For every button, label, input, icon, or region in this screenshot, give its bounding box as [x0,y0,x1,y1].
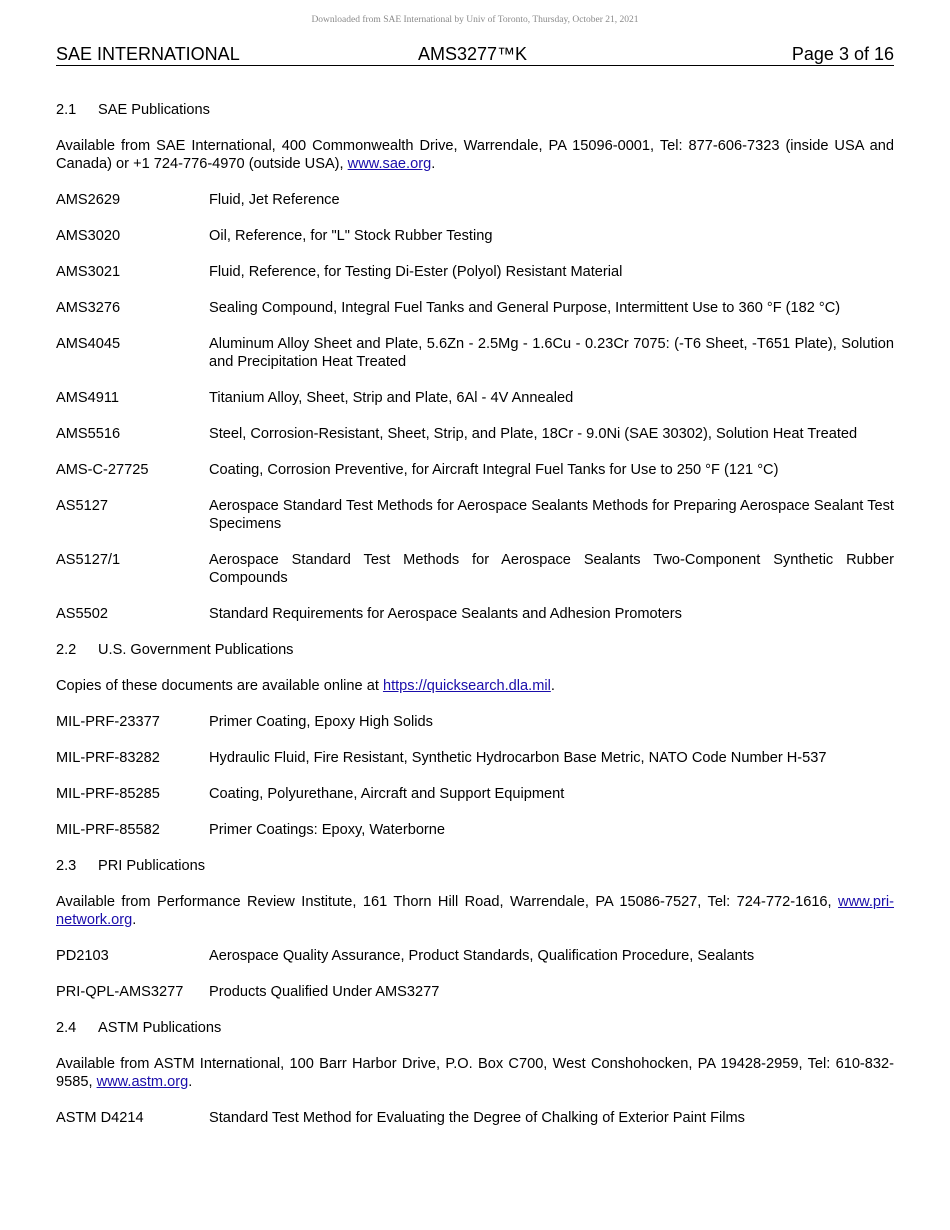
reference-row [56,389,894,407]
section-number: 2.1 [56,102,77,118]
reference-row [56,821,894,839]
reference-code: AMS-C-27725 [56,462,149,478]
reference-row [56,605,894,623]
pri-website-link[interactable]: www.pri-network.org [56,894,894,928]
reference-title: Fluid, Reference, for Testing Di-Ester (Polyol) Resistant Material [209,264,623,280]
reference-code: AS5502 [56,606,108,622]
section-heading-government [56,641,894,659]
reference-code: PRI-QPL-AMS3277 [56,984,184,1000]
header-document-number: AMS3277™K [418,44,528,64]
reference-row [56,551,894,587]
section-number: 2.4 [56,1020,77,1036]
reference-title: Hydraulic Fluid, Fire Resistant, Synthetic Hydrocarbon Base Metric, NATO Code Number H-537 [209,750,827,766]
reference-title: Primer Coatings: Epoxy, Waterborne [209,822,446,838]
reference-code: MIL-PRF-23377 [56,714,160,730]
astm-availability-paragraph [56,1055,894,1091]
reference-code: PD2103 [56,948,109,964]
reference-row [56,785,894,803]
reference-code: AMS3276 [56,300,121,316]
sae-website-link[interactable]: www.sae.org [347,156,432,172]
paragraph-text: Available from SAE International, 400 Commonwealth Drive, Warrendale, PA 15096-0001, Tel: 877-606-7323 (inside USA and Canada) or +1 724-776-4970 (outside USA), [56,138,894,172]
reference-code: AMS3020 [56,228,121,244]
reference-row [56,713,894,731]
reference-row [56,1109,894,1127]
pri-availability-paragraph [56,893,894,929]
government-availability-paragraph [56,677,894,695]
reference-row [56,947,894,965]
reference-code: AMS4045 [56,336,121,352]
section-title: PRI Publications [98,858,206,874]
document-body [56,101,894,1145]
reference-row [56,191,894,209]
government-reference-list [56,713,894,839]
reference-row [56,461,894,479]
astm-reference-list [56,1109,894,1127]
reference-title: Titanium Alloy, Sheet, Strip and Plate, 6Al - 4V Annealed [209,390,574,406]
section-title: SAE Publications [98,102,210,118]
header-page-number: Page 3 of 16 [791,44,894,64]
paragraph-text: Copies of these documents are available online at [56,678,383,694]
section-heading-pri [56,857,894,875]
reference-title: Standard Test Method for Evaluating the Degree of Chalking of Exterior Paint Films [209,1110,745,1126]
reference-code: ASTM D4214 [56,1110,144,1126]
reference-code: AMS5516 [56,426,121,442]
reference-title: Fluid, Jet Reference [209,192,340,208]
paragraph-text: Available from ASTM International, 100 Barr Harbor Drive, P.O. Box C700, West Conshohocken, PA 19428-2959, Tel: 610-832-9585, [56,1056,894,1090]
section-heading-astm [56,1019,894,1037]
reference-code: MIL-PRF-83282 [56,750,160,766]
paragraph-tail: . [431,156,436,172]
reference-title: Steel, Corrosion-Resistant, Sheet, Strip, and Plate, 18Cr - 9.0Ni (SAE 30302), Solution Heat Treated [209,426,858,442]
reference-code: AS5127 [56,498,108,514]
reference-title: Oil, Reference, for "L" Stock Rubber Testing [209,228,493,244]
reference-row [56,749,894,767]
sae-reference-list [56,191,894,623]
reference-title: Aerospace Standard Test Methods for Aerospace Sealants Two-Component Synthetic Rubber Compounds [209,552,894,586]
section-number: 2.2 [56,642,77,658]
reference-title: Products Qualified Under AMS3277 [209,984,440,1000]
quicksearch-link[interactable]: https://quicksearch.dla.mil [382,678,551,694]
download-watermark: Downloaded from SAE International by Univ of Toronto, Thursday, October 21, 2021 [311,15,639,25]
reference-title: Coating, Corrosion Preventive, for Aircraft Integral Fuel Tanks for Use to 250 °F (121 °C) [209,462,779,478]
section-title: ASTM Publications [98,1020,222,1036]
reference-code: AMS4911 [56,390,120,406]
header-organization: SAE INTERNATIONAL [56,44,240,64]
reference-title: Standard Requirements for Aerospace Sealants and Adhesion Promoters [209,606,682,622]
reference-row [56,263,894,281]
paragraph-tail: . [550,678,555,694]
sae-availability-paragraph [56,137,894,173]
reference-title: Aerospace Quality Assurance, Product Standards, Qualification Procedure, Sealants [209,948,755,964]
astm-website-link[interactable]: www.astm.org [96,1074,189,1090]
page-header [56,43,894,66]
paragraph-tail: . [132,912,137,928]
reference-row [56,299,894,317]
reference-row [56,335,894,371]
section-title: U.S. Government Publications [98,642,294,658]
reference-title: Primer Coating, Epoxy High Solids [209,714,433,730]
pri-reference-list [56,947,894,1001]
paragraph-text: Available from Performance Review Institute, 161 Thorn Hill Road, Warrendale, PA 15086-7527, Tel: 724-772-1616, [56,894,839,910]
section-number: 2.3 [56,858,77,874]
reference-title: Aluminum Alloy Sheet and Plate, 5.6Zn - 2.5Mg - 1.6Cu - 0.23Cr 7075: (-T6 Sheet, -T651 Plate), Solution and Precipitation Heat Treated [209,336,894,370]
reference-code: AMS3021 [56,264,121,280]
paragraph-tail: . [188,1074,193,1090]
reference-code: AMS2629 [56,192,121,208]
reference-title: Aerospace Standard Test Methods for Aerospace Sealants Methods for Preparing Aerospace Sealant Test Specimens [209,498,894,532]
reference-row [56,425,894,443]
reference-title: Sealing Compound, Integral Fuel Tanks and General Purpose, Intermittent Use to 360 °F (182 °C) [209,300,841,316]
reference-row [56,227,894,245]
reference-row [56,497,894,533]
reference-row [56,983,894,1001]
section-heading-sae [56,101,894,119]
reference-code: AS5127/1 [56,552,121,568]
reference-code: MIL-PRF-85285 [56,786,160,802]
reference-code: MIL-PRF-85582 [56,822,160,838]
reference-title: Coating, Polyurethane, Aircraft and Support Equipment [209,786,565,802]
